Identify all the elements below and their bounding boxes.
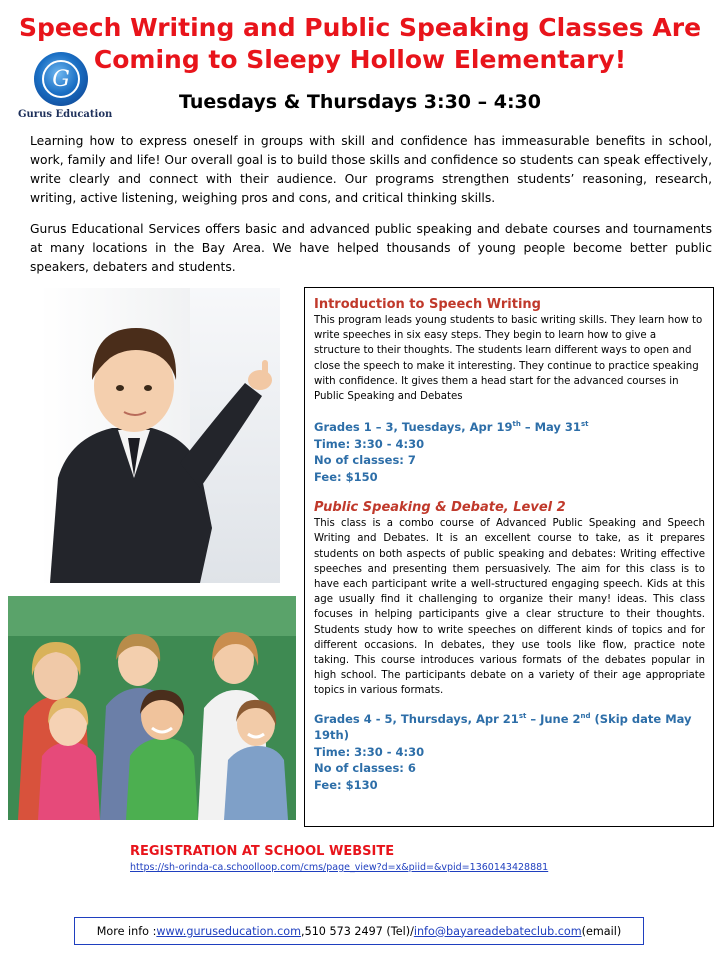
course-1-grades-dates: Grades 1 – 3, Tuesdays, Apr 19th – May 31st: [314, 420, 589, 435]
course-2-grades-dates: Grades 4 - 5, Thursdays, Apr 21st – June 2nd (Skip date May 19th): [314, 711, 692, 743]
phone-text: ,510 573 2497 (Tel)/: [301, 924, 414, 938]
course-1-time: Time: 3:30 - 4:30: [314, 436, 425, 451]
group-of-kids-photo: [8, 596, 296, 820]
course-details-box: [304, 287, 714, 827]
more-info-label: More info :: [96, 924, 157, 938]
intro-paragraph-2: Gurus Educational Services offers basic and advanced public speaking and debate courses and tournaments at many locations in the Bay Area. We have helped thousands of young people become better public speakers, debaters and students.: [30, 222, 712, 274]
email-link[interactable]: info@bayareadebateclub.com: [413, 924, 582, 938]
course-1-fee: Fee: $150: [314, 469, 378, 484]
website-link[interactable]: www.guruseducation.com: [156, 924, 302, 938]
course-2-classes: No of classes: 6: [314, 761, 416, 776]
course-2-fee: Fee: $130: [314, 777, 378, 792]
boy-pointing-photo: [40, 288, 280, 583]
intro-paragraph-1: Learning how to express oneself in groups with skill and confidence has immeasurable benefits in school, work, family and life! Our overall goal is to build those skills and confidence so students can speak effectively, write clearly and connect with their audience. Our programs strengthen students’ reasoning, research, writing, active listening, weighing pros and cons, and critical thinking skills.: [30, 134, 712, 205]
email-suffix: (email): [581, 924, 622, 938]
course-1-title: Introduction to Speech Writing: [314, 297, 541, 312]
logo-mark: G: [42, 60, 80, 98]
flyer-title: [0, 12, 720, 76]
title-line-1: Speech Writing and Public Speaking Classes Are: [18, 13, 702, 42]
schedule-subtitle: Tuesdays & Thursdays 3:30 – 4:30: [178, 91, 541, 113]
logo-text: Gurus Education: [18, 109, 113, 120]
course-1-description: This program leads young students to basic writing skills. They learn how to write speeches in six easy steps. They begin to learn how to give a structure to their thoughts. The students learn different ways to open and close the speech to make it interesting. They continue to practice speaking with confidence. It gives them a head start for the advanced courses in Public Speaking and Debates: [314, 315, 703, 403]
contact-info-box: [74, 917, 644, 945]
course-1-classes: No of classes: 7: [314, 453, 416, 468]
registration-heading: REGISTRATION AT SCHOOL WEBSITE: [130, 844, 395, 859]
course-2-title: Public Speaking & Debate, Level 2: [314, 500, 566, 516]
registration-link[interactable]: https://sh-orinda-ca.schoolloop.com/cms/page_view?d=x&piid=&vpid=1360143428881: [130, 862, 549, 873]
title-line-2: Coming to Sleepy Hollow Elementary!: [93, 45, 627, 74]
course-2-description: This class is a combo course of Advanced Public Speaking and Speech Writing and Debates. It is an excellent course to take, as it prepares students on both aspects of public speaking and debates: Writing effective speeches and presenting them persuasively. The aim for this class is to have each participant write a well-structured engaging speech. Kids at this age usually find it challenging to organize their many! ideas. This class focuses in helping participants give a clear structure to their thoughts. Students study how to write speeches on different kinds of topics and for different occasions. In debates, they use tools like flow, practice note taking. This course introduces various formats of the debates popular in high school. The participants debate on a variety of their age appropriate topics in various formats.: [314, 518, 705, 697]
course-2-time: Time: 3:30 - 4:30: [314, 744, 425, 759]
